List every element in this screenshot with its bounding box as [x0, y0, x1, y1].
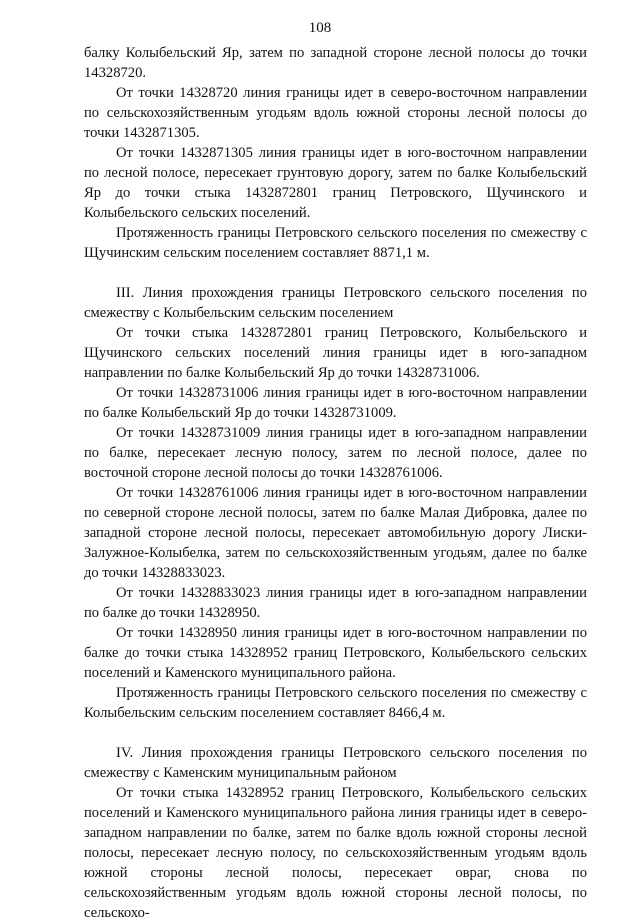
paragraph: От точки 14328731006 линия границы идет в юго-восточном направлении по балке Колыбельский Яр до точки 14328731009.: [84, 385, 587, 421]
paragraph: От точки 1432871305 линия границы идет в юго-восточном направлении по лесной полосе, пересекает грунтовую дорогу, затем по балке Колыбельский Яр до точки стыка 1432872801 границ Петровского, Щучинского и Колыбельского сельских поселений.: [84, 145, 587, 221]
document-body: [84, 43, 587, 923]
section-heading: III. Линия прохождения границы Петровского сельского поселения по смежеству с Колыбельским сельским поселением: [84, 285, 587, 321]
paragraph: От точки 14328950 линия границы идет в юго-восточном направлении по балке до точки стыка 14328952 границ Петровского, Колыбельского сельских поселений и Каменского муниципального района.: [84, 625, 587, 681]
paragraph: От точки стыка 14328952 границ Петровского, Колыбельского сельских поселений и Каменского муниципального района линия границы идет в северо-западном направлении по балке, затем по балке вдоль южной стороны лесной полосы, пересекает лесную полосу, по сельскохозяйственным угодьям вдоль южной стороны лесной полосы, пересекает овраг, снова по сельскохозяйственным угодьям вдоль южной стороны лесной полосы, по сельскохо-: [84, 785, 587, 921]
paragraph: балку Колыбельский Яр, затем по западной стороне лесной полосы до точки 14328720.: [84, 45, 587, 81]
paragraph: От точки 14328720 линия границы идет в северо-восточном направлении по сельскохозяйственным угодьям вдоль южной стороны лесной полосы до точки 1432871305.: [84, 85, 587, 141]
paragraph: Протяженность границы Петровского сельского поселения по смежеству с Колыбельским сельским поселением составляет 8466,4 м.: [84, 685, 587, 721]
paragraph: От точки 14328761006 линия границы идет в юго-восточном направлении по северной стороне лесной полосы, затем по балке Малая Дибровка, далее по западной стороне лесной полосы, пересекает автомобильную дорогу Лиски-Залужное-Колыбелка, затем по сельскохозяйственным угодьям, далее по балке до точки 14328833023.: [84, 485, 587, 581]
paragraph: От точки 14328833023 линия границы идет в юго-западном направлении по балке до точки 14328950.: [84, 585, 587, 621]
page-number: 108: [308, 20, 332, 36]
section-heading: IV. Линия прохождения границы Петровского сельского поселения по смежеству с Каменским муниципальным районом: [84, 745, 587, 781]
paragraph: Протяженность границы Петровского сельского поселения по смежеству с Щучинским сельским поселением составляет 8871,1 м.: [84, 225, 587, 261]
paragraph: От точки стыка 1432872801 границ Петровского, Колыбельского и Щучинского сельских поселений линия границы идет в юго-западном направлении по балке Колыбельский Яр до точки 14328731006.: [84, 325, 587, 381]
paragraph: От точки 14328731009 линия границы идет в юго-западном направлении по балке, пересекает лесную полосу, затем по лесной полосе, далее по восточной стороне лесной полосы до точки 14328761006.: [84, 425, 587, 481]
